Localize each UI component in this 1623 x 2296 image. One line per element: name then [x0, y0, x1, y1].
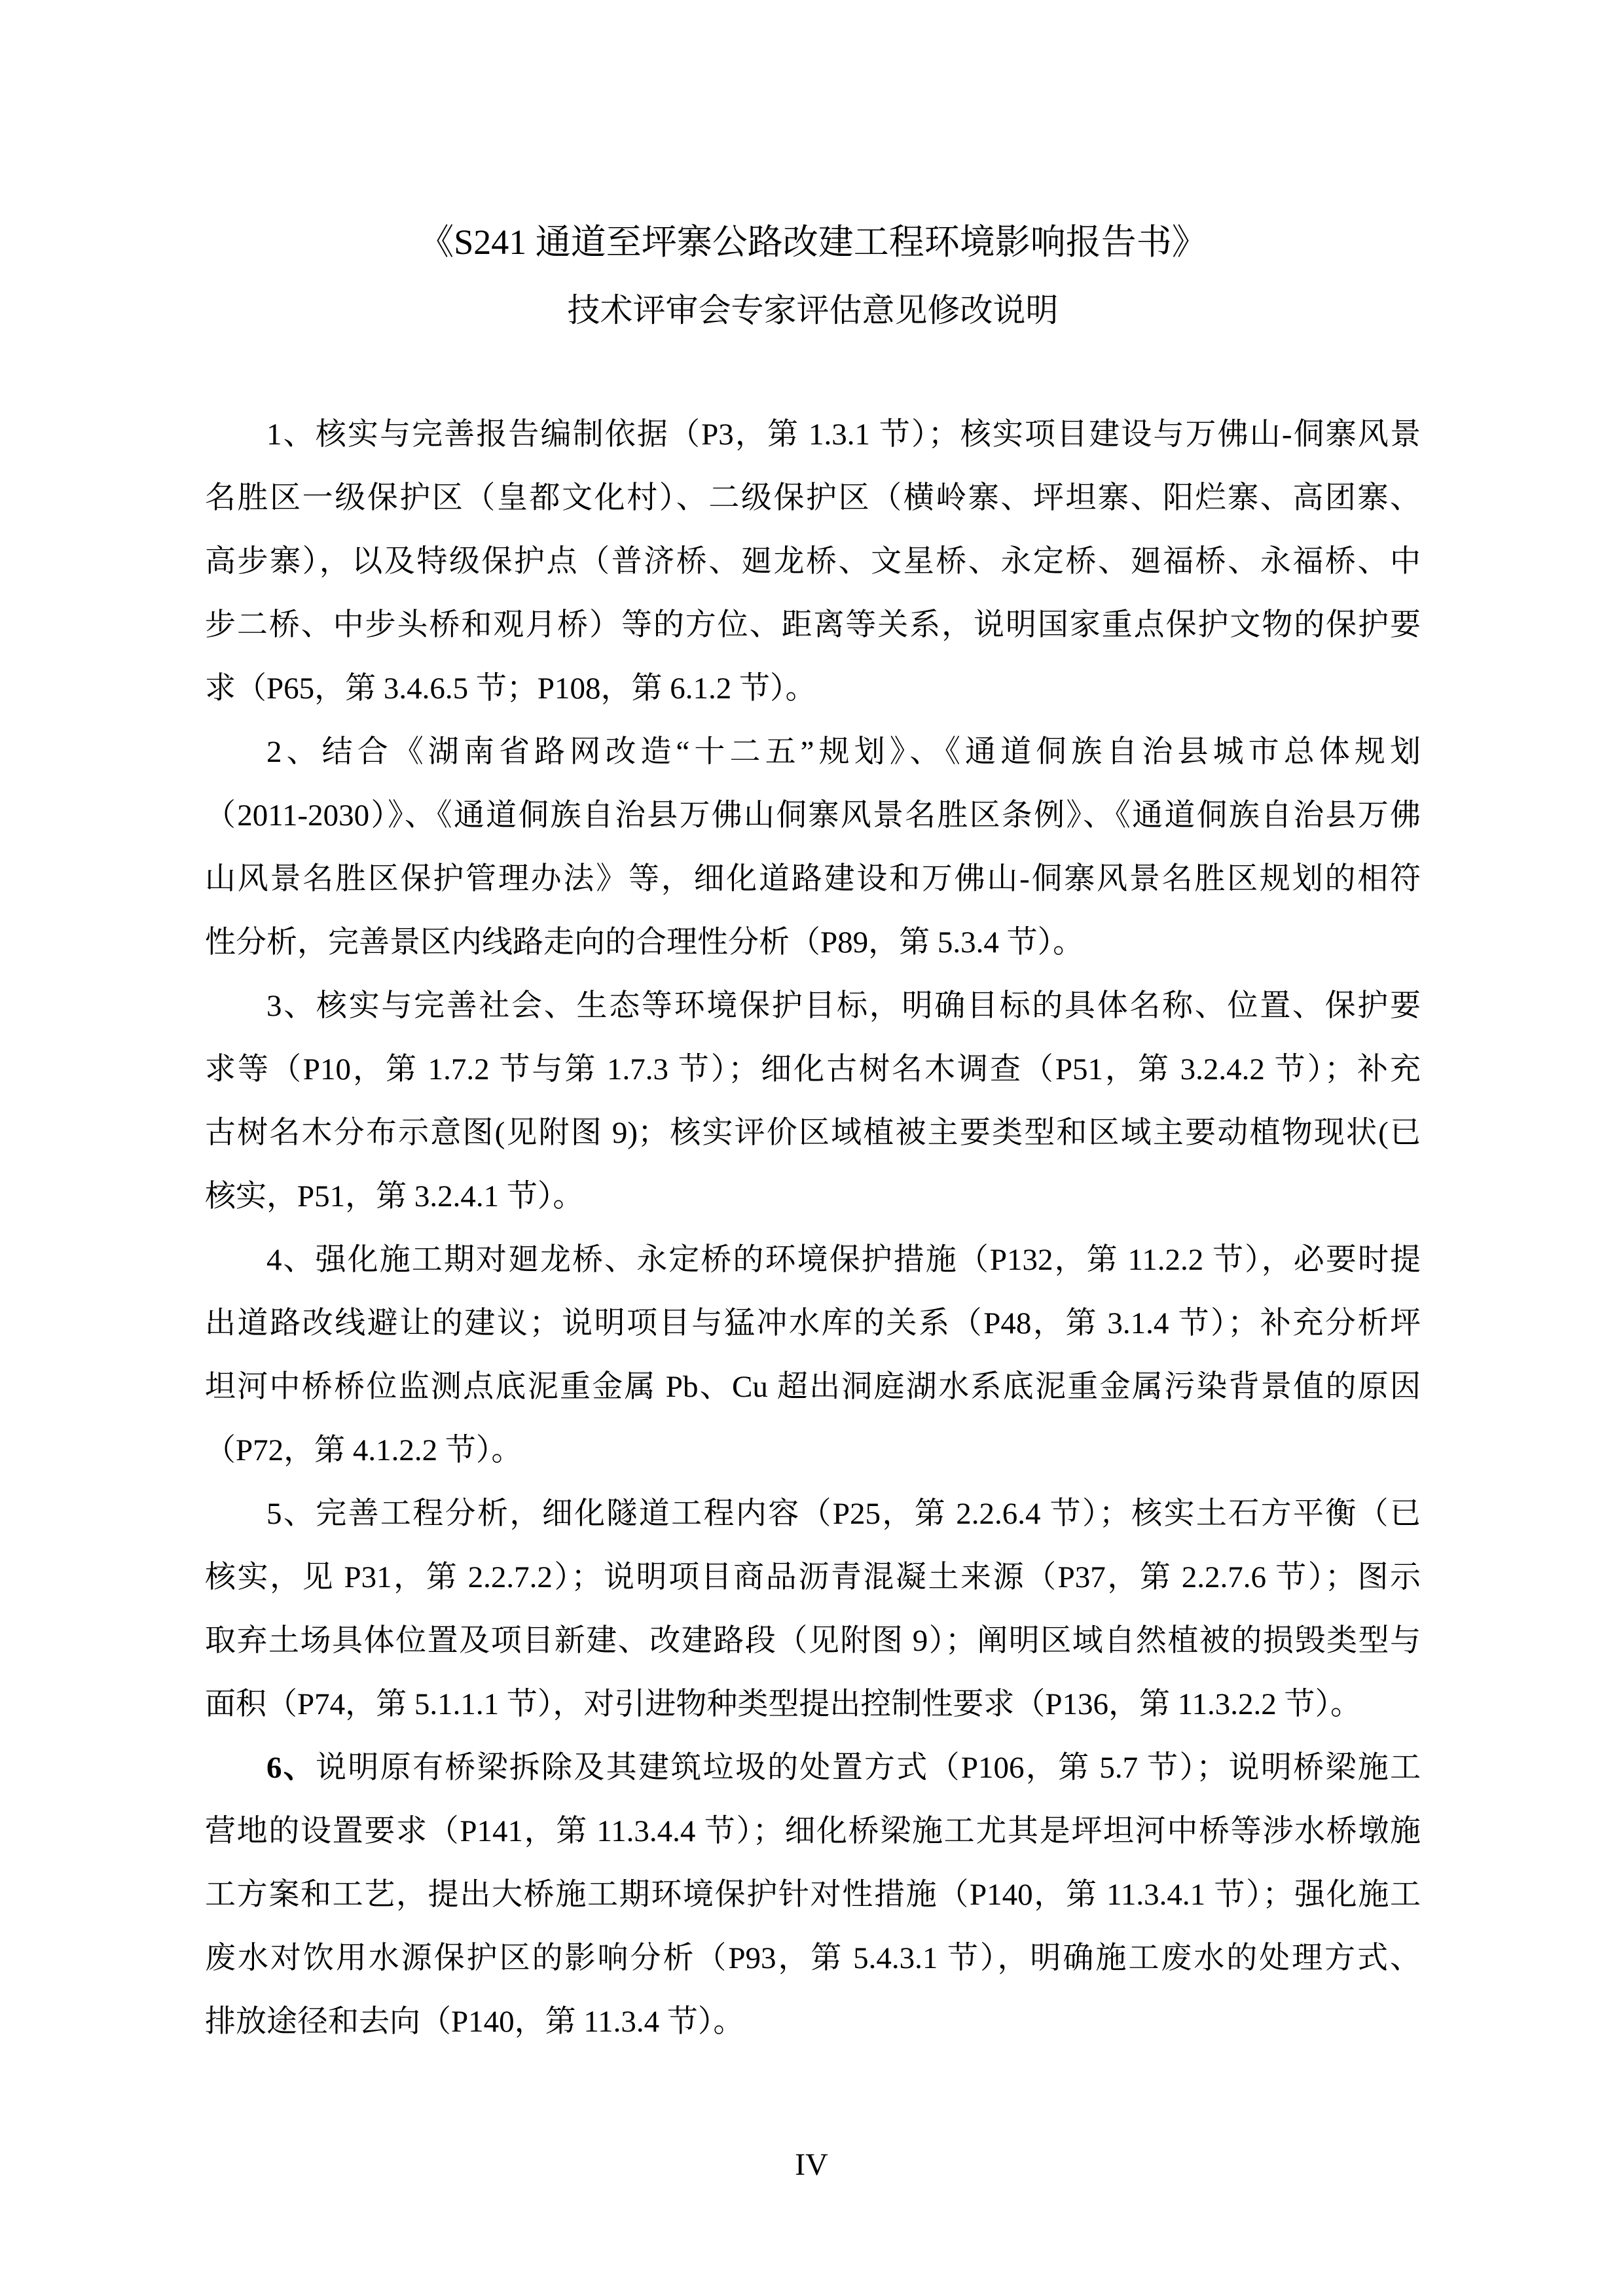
- paragraph-number: 6、: [266, 1751, 316, 1785]
- paragraph: [205, 403, 1421, 721]
- paragraph-line: 1、核实与完善报告编制依据（P3，第 1.3.1 节）；核实项目建设与万佛山-侗寨风景: [266, 418, 1421, 452]
- page-footer: [0, 2148, 1623, 2182]
- paragraph-number: 4、: [266, 1243, 316, 1277]
- paragraph-line: 性分析，完善景区内线路走向的合理性分析（P89，第 5.3.4 节）。: [205, 925, 1084, 960]
- paragraph-line: 营地的设置要求（P141，第 11.3.4.4 节）；细化桥梁施工尤其是坪坦河中桥等涉水桥墩施: [205, 1814, 1421, 1848]
- paragraph-line: 废水对饮用水源保护区的影响分析（P93，第 5.4.3.1 节），明确施工废水的处理方式、: [205, 1941, 1421, 1975]
- paragraph: [205, 1736, 1421, 2054]
- paragraph: [205, 1482, 1421, 1736]
- paragraph-line: （P72，第 4.1.2.2 节）。: [205, 1433, 522, 1467]
- paragraph-line: 求等（P10，第 1.7.2 节与第 1.7.3 节）；细化古树名木调查（P51，第 3.2.4.2 节）；补充: [205, 1052, 1421, 1086]
- paragraph-number: 3、: [266, 989, 316, 1023]
- paragraph-number: 5、: [266, 1497, 316, 1531]
- paragraph-line: 出道路改线避让的建议；说明项目与猛冲水库的关系（P48，第 3.1.4 节）；补充分析坪: [205, 1306, 1421, 1340]
- document-title: 《S241 通道至坪寨公路改建工程环境影响报告书》: [418, 223, 1207, 262]
- paragraph-line: 4、强化施工期对廻龙桥、永定桥的环境保护措施（P132，第 11.2.2 节），必要时提: [266, 1243, 1421, 1277]
- paragraph: [205, 1229, 1421, 1482]
- paragraph-line: 取弃土场具体位置及项目新建、改建路段（见附图 9）；阐明区域自然植被的损毁类型与: [205, 1624, 1421, 1658]
- paragraph-number: 1、: [266, 418, 316, 452]
- paragraph-line: 求（P65，第 3.4.6.5 节；P108，第 6.1.2 节）。: [205, 672, 816, 706]
- paragraph: [205, 975, 1421, 1229]
- paragraph-line: 2、结合《湖南省路网改造“十二五”规划》、《通道侗族自治县城市总体规划: [266, 735, 1421, 769]
- paragraph-line: 工方案和工艺，提出大桥施工期环境保护针对性措施（P140，第 11.3.4.1 节）；强化施工: [205, 1878, 1421, 1912]
- paragraph: [205, 721, 1421, 975]
- paragraph-line: 6、说明原有桥梁拆除及其建筑垃圾的处置方式（P106，第 5.7 节）；说明桥梁施工: [266, 1751, 1421, 1785]
- page-number: IV: [795, 2147, 828, 2182]
- paragraph-line: 核实，P51，第 3.2.4.1 节）。: [205, 1179, 584, 1213]
- document-body: [205, 403, 1421, 2054]
- paragraph-line: 排放途径和去向（P140，第 11.3.4 节）。: [205, 2005, 744, 2039]
- paragraph-line: 山风景名胜区保护管理办法》等，细化道路建设和万佛山-侗寨风景名胜区规划的相符: [205, 862, 1421, 896]
- paragraph-line: 5、完善工程分析，细化隧道工程内容（P25，第 2.2.6.4 节）；核实土石方平衡（已: [266, 1497, 1421, 1531]
- paragraph-line: 面积（P74，第 5.1.1.1 节），对引进物种类型提出控制性要求（P136，第 11.3.2.2 节）。: [205, 1687, 1362, 1721]
- paragraph-line: （2011-2030）》、《通道侗族自治县万佛山侗寨风景名胜区条例》、《通道侗族自治县万佛: [205, 798, 1421, 833]
- paragraph-line: 3、核实与完善社会、生态等环境保护目标，明确目标的具体名称、位置、保护要: [266, 989, 1421, 1023]
- paragraph-number: 2、: [266, 735, 322, 769]
- paragraph-line: 名胜区一级保护区（皇都文化村）、二级保护区（横岭寨、坪坦寨、阳烂寨、高团寨、: [205, 481, 1421, 515]
- paragraph-line: 古树名木分布示意图(见附图 9)；核实评价区域植被主要类型和区域主要动植物现状(已: [205, 1116, 1421, 1150]
- title-block: [205, 0, 1421, 344]
- paragraph-line: 坦河中桥桥位监测点底泥重金属 Pb、Cu 超出洞庭湖水系底泥重金属污染背景值的原因: [205, 1370, 1421, 1404]
- paragraph-line: 步二桥、中步头桥和观月桥）等的方位、距离等关系，说明国家重点保护文物的保护要: [205, 608, 1421, 642]
- document-subtitle: 技术评审会专家评估意见修改说明: [567, 292, 1059, 329]
- paragraph-line: 高步寨），以及特级保护点（普济桥、廻龙桥、文星桥、永定桥、廻福桥、永福桥、中: [205, 545, 1421, 579]
- paragraph-line: 核实，见 P31，第 2.2.7.2）；说明项目商品沥青混凝土来源（P37，第 2.2.7.6 节）；图示: [205, 1560, 1421, 1594]
